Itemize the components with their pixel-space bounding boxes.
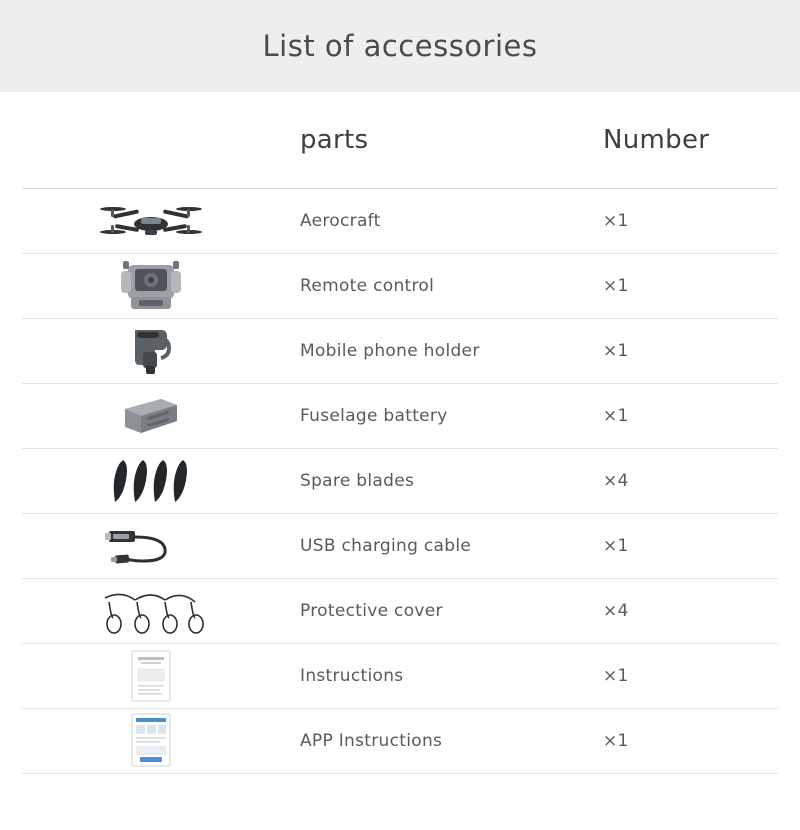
row-number-label: ×1 — [603, 731, 629, 751]
row-image-cell — [22, 452, 280, 510]
row-image-cell — [22, 387, 280, 445]
row-number-label: ×1 — [603, 666, 629, 686]
table-row — [22, 579, 778, 644]
table-row — [22, 449, 778, 514]
usb-cable-icon — [91, 517, 211, 575]
row-number-label: ×1 — [603, 406, 629, 426]
row-part-label: USB charging cable — [300, 536, 472, 556]
row-part-label: Instructions — [300, 666, 404, 686]
drone-aircraft-icon — [91, 192, 211, 250]
row-image-cell — [22, 322, 280, 380]
row-number-label: ×4 — [603, 471, 629, 491]
row-image-cell — [22, 192, 280, 250]
page-title: List of accessories — [262, 29, 538, 63]
row-part-label: Fuselage battery — [300, 406, 448, 426]
table-row — [22, 254, 778, 319]
battery-icon — [91, 387, 211, 445]
row-image-cell — [22, 712, 280, 770]
header-number-label: Number — [603, 125, 710, 155]
protective-cover-icon — [91, 582, 211, 640]
header-parts-label: parts — [300, 125, 369, 155]
row-part-label: Spare blades — [300, 471, 415, 491]
remote-control-icon — [91, 257, 211, 315]
instructions-manual-icon — [91, 647, 211, 705]
phone-holder-icon — [91, 322, 211, 380]
table-row — [22, 384, 778, 449]
app-instructions-icon — [91, 712, 211, 770]
row-image-cell — [22, 517, 280, 575]
table-row — [22, 709, 778, 774]
page-header — [0, 0, 800, 92]
row-number-label: ×1 — [603, 211, 629, 231]
row-part-label: Remote control — [300, 276, 435, 296]
row-part-label: Aerocraft — [300, 211, 381, 231]
row-number-label: ×1 — [603, 536, 629, 556]
row-image-cell — [22, 257, 280, 315]
propeller-blades-icon — [91, 452, 211, 510]
row-part-label: Mobile phone holder — [300, 341, 480, 361]
table-row — [22, 644, 778, 709]
accessories-table — [0, 92, 800, 774]
footer-spacer — [0, 774, 800, 830]
row-number-label: ×1 — [603, 341, 629, 361]
row-part-label: APP Instructions — [300, 731, 443, 751]
row-image-cell — [22, 582, 280, 640]
table-row — [22, 319, 778, 384]
row-number-label: ×4 — [603, 601, 629, 621]
table-header-row — [22, 92, 778, 189]
row-image-cell — [22, 647, 280, 705]
table-row — [22, 514, 778, 579]
row-part-label: Protective cover — [300, 601, 443, 621]
table-row — [22, 189, 778, 254]
row-number-label: ×1 — [603, 276, 629, 296]
